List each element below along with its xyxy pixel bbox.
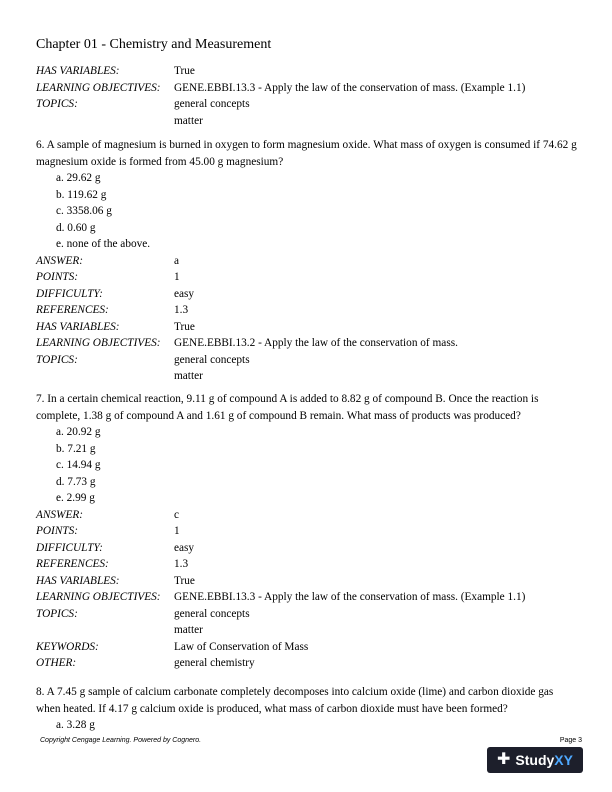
meta-label: ANSWER: [36, 254, 84, 267]
meta-value: GENE.EBBI.13.3 - Apply the law of the conservation of mass. (Example 1.1) [174, 81, 526, 94]
meta-value: 1 [174, 525, 180, 537]
answer-option: e. 2.99 g [56, 492, 95, 504]
meta-row-learning-objectives [36, 80, 578, 97]
meta-row-answer [36, 253, 578, 270]
prev-question-meta [36, 63, 578, 129]
meta-label: DIFFICULTY: [36, 287, 103, 300]
meta-row-points [36, 523, 578, 540]
meta-row-other [36, 655, 578, 672]
meta-label: OTHER: [36, 657, 77, 669]
answer-option: c. 14.94 g [56, 459, 101, 471]
meta-value: True [174, 65, 195, 77]
meta-row-keywords [36, 639, 578, 656]
meta-row-topics [36, 96, 578, 129]
meta-label: HAS VARIABLES: [36, 320, 120, 333]
plus-icon: ✚ [497, 750, 511, 768]
meta-label: TOPICS: [36, 353, 78, 366]
meta-value: 1 [174, 271, 180, 283]
meta-row-learning-objectives [36, 335, 578, 352]
meta-value: 1.3 [174, 558, 189, 570]
meta-label: HAS VARIABLES: [36, 574, 120, 587]
meta-label: DIFFICULTY: [36, 541, 103, 554]
meta-value [174, 352, 578, 385]
meta-row-has-variables [36, 63, 578, 80]
question-6 [36, 137, 578, 385]
answer-option: d. 0.60 g [56, 221, 96, 234]
meta-value: GENE.EBBI.13.3 - Apply the law of the conservation of mass. (Example 1.1) [174, 591, 526, 603]
answer-option: a. 20.92 g [56, 426, 101, 438]
meta-value: True [174, 320, 195, 333]
meta-label: KEYWORDS: [36, 640, 99, 653]
meta-value: 1.3 [174, 304, 189, 316]
meta-label: ANSWER: [36, 508, 84, 521]
meta-row-topics [36, 606, 578, 639]
meta-row-has-variables [36, 573, 578, 590]
meta-label: LEARNING OBJECTIVES: [36, 591, 161, 603]
meta-value: easy [174, 541, 195, 554]
topic-item: matter [174, 370, 203, 382]
meta-label: REFERENCES: [36, 558, 109, 570]
question-7 [36, 391, 578, 672]
meta-label: REFERENCES: [36, 304, 109, 316]
meta-row-answer [36, 507, 578, 524]
question-8 [36, 684, 578, 734]
topic-item: general concepts [174, 353, 250, 366]
meta-value: general chemistry [174, 657, 255, 669]
answer-option: a. 29.62 g [56, 172, 101, 184]
meta-label: LEARNING OBJECTIVES: [36, 81, 161, 94]
answer-option: a. 3.28 g [56, 719, 95, 731]
meta-row-difficulty [36, 286, 578, 303]
footer-copyright: Copyright Cengage Learning. Powered by Cognero. [40, 737, 202, 744]
answer-option: d. 7.73 g [56, 475, 96, 488]
meta-value: Law of Conservation of Mass [174, 640, 309, 653]
logo-text-main: Study [515, 751, 555, 768]
question-text: 8. A 7.45 g sample of calcium carbonate completely decomposes into calcium oxide (lime) and carbon dioxide gas when heated. If 4.17 g calcium oxide is produced, what mass of carbon dioxide must have been formed? [36, 686, 554, 715]
meta-value: True [174, 574, 195, 587]
meta-value [174, 96, 578, 129]
meta-value: easy [174, 287, 195, 300]
meta-label: POINTS: [36, 525, 79, 537]
meta-label: TOPICS: [36, 607, 78, 620]
answer-option: c. 3358.06 g [56, 205, 112, 217]
logo-text-accent: XY [554, 751, 573, 768]
meta-label: HAS VARIABLES: [36, 65, 120, 77]
topic-item: general concepts [174, 98, 250, 110]
answer-option: e. none of the above. [56, 238, 151, 250]
footer-page-number: Page 3 [559, 737, 582, 744]
answer-option: b. 119.62 g [56, 188, 107, 201]
studyxy-logo [487, 747, 583, 773]
meta-value: c [174, 508, 180, 521]
meta-label: POINTS: [36, 271, 79, 283]
meta-label: TOPICS: [36, 98, 78, 110]
meta-row-has-variables [36, 319, 578, 336]
meta-value: GENE.EBBI.13.2 - Apply the law of the conservation of mass. [174, 337, 458, 349]
meta-value: a [174, 254, 180, 267]
topic-item: general concepts [174, 607, 250, 620]
topic-item: matter [174, 624, 203, 636]
meta-label: LEARNING OBJECTIVES: [36, 337, 161, 349]
meta-value [174, 606, 578, 639]
meta-row-difficulty [36, 540, 578, 557]
meta-row-points [36, 269, 578, 286]
meta-row-references [36, 556, 578, 573]
page-title: Chapter 01 - Chemistry and Measurement [36, 37, 272, 52]
meta-row-references [36, 302, 578, 319]
question-text: 6. A sample of magnesium is burned in oxygen to form magnesium oxide. What mass of oxygen is consumed if 74.62 g magnesium oxide is formed from 45.00 g magnesium? [36, 139, 577, 168]
meta-row-topics [36, 352, 578, 385]
question-text: 7. In a certain chemical reaction, 9.11 g of compound A is added to 8.82 g of compound B. Once the reaction is complete, 1.38 g of compound A and 1.61 g of compound B remain. What mass of products was produced? [36, 393, 539, 422]
topic-item: matter [174, 114, 203, 127]
meta-row-learning-objectives [36, 589, 578, 606]
answer-option: b. 7.21 g [56, 442, 96, 455]
